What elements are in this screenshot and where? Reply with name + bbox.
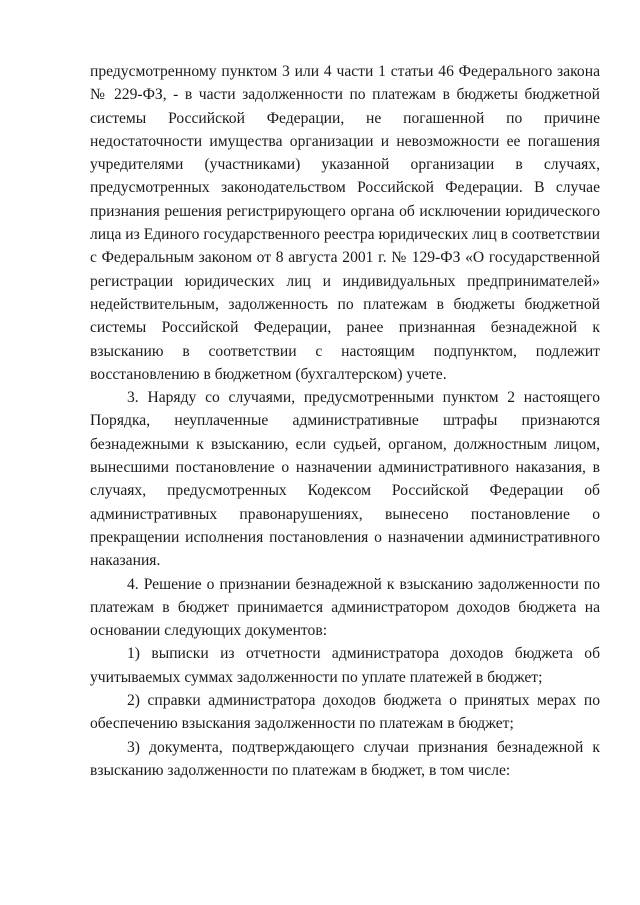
subitem-3: 3) документа, подтверждающего случаи признания безнадежной к взысканию задолженности по платежам в бюджет, в том числе: <box>90 738 600 779</box>
paragraph-item-3: 3. Наряду со случаями, предусмотренными пунктом 2 настоящего Порядка, неуплаченные административные штрафы признаются безнадежными к взысканию, если судьей, органом, должностным лицом, вынесшими постановление о назначении административного наказания, в случаях, предусмотренных Кодексом Российской Федерации об административных правонарушениях, вынесено постановление о прекращении исполнения постановления о назначении административного наказания. <box>90 389 600 570</box>
subitem-2: 2) справки администратора доходов бюджета о принятых мерах по обеспечению взыскания задолженности по платежам в бюджет; <box>90 692 600 733</box>
paragraph-item-4: 4. Решение о признании безнадежной к взысканию задолженности по платежам в бюджет принимается администратором доходов бюджета на основании следующих документов: <box>90 575 600 640</box>
document-body <box>90 60 600 782</box>
paragraph-continuation: предусмотренному пунктом 3 или 4 части 1 статьи 46 Федерального закона № 229-ФЗ, - в части задолженности по платежам в бюджеты бюджетной системы Российской Федерации, не погашенной по причине недостаточности имущества организации и невозможности ее погашения учредителями (участниками) указанной организации в случаях, предусмотренных законодательством Российской Федерации. В случае признания решения регистрирующего органа об исключении юридического лица из Единого государственного реестра юридических лиц в соответствии с Федеральным законом от 8 августа 2001 г. № 129-ФЗ «О государственной регистрации юридических лиц и индивидуальных предпринимателей» недействительным, задолженность по платежам в бюджеты бюджетной системы Российской Федерации, ранее признанная безнадежной к взысканию в соответствии с настоящим подпунктом, подлежит восстановлению в бюджетном (бухгалтерском) учете. <box>90 63 600 383</box>
subitem-1: 1) выписки из отчетности администратора доходов бюджета об учитываемых суммах задолженности по уплате платежей в бюджет; <box>90 645 600 686</box>
